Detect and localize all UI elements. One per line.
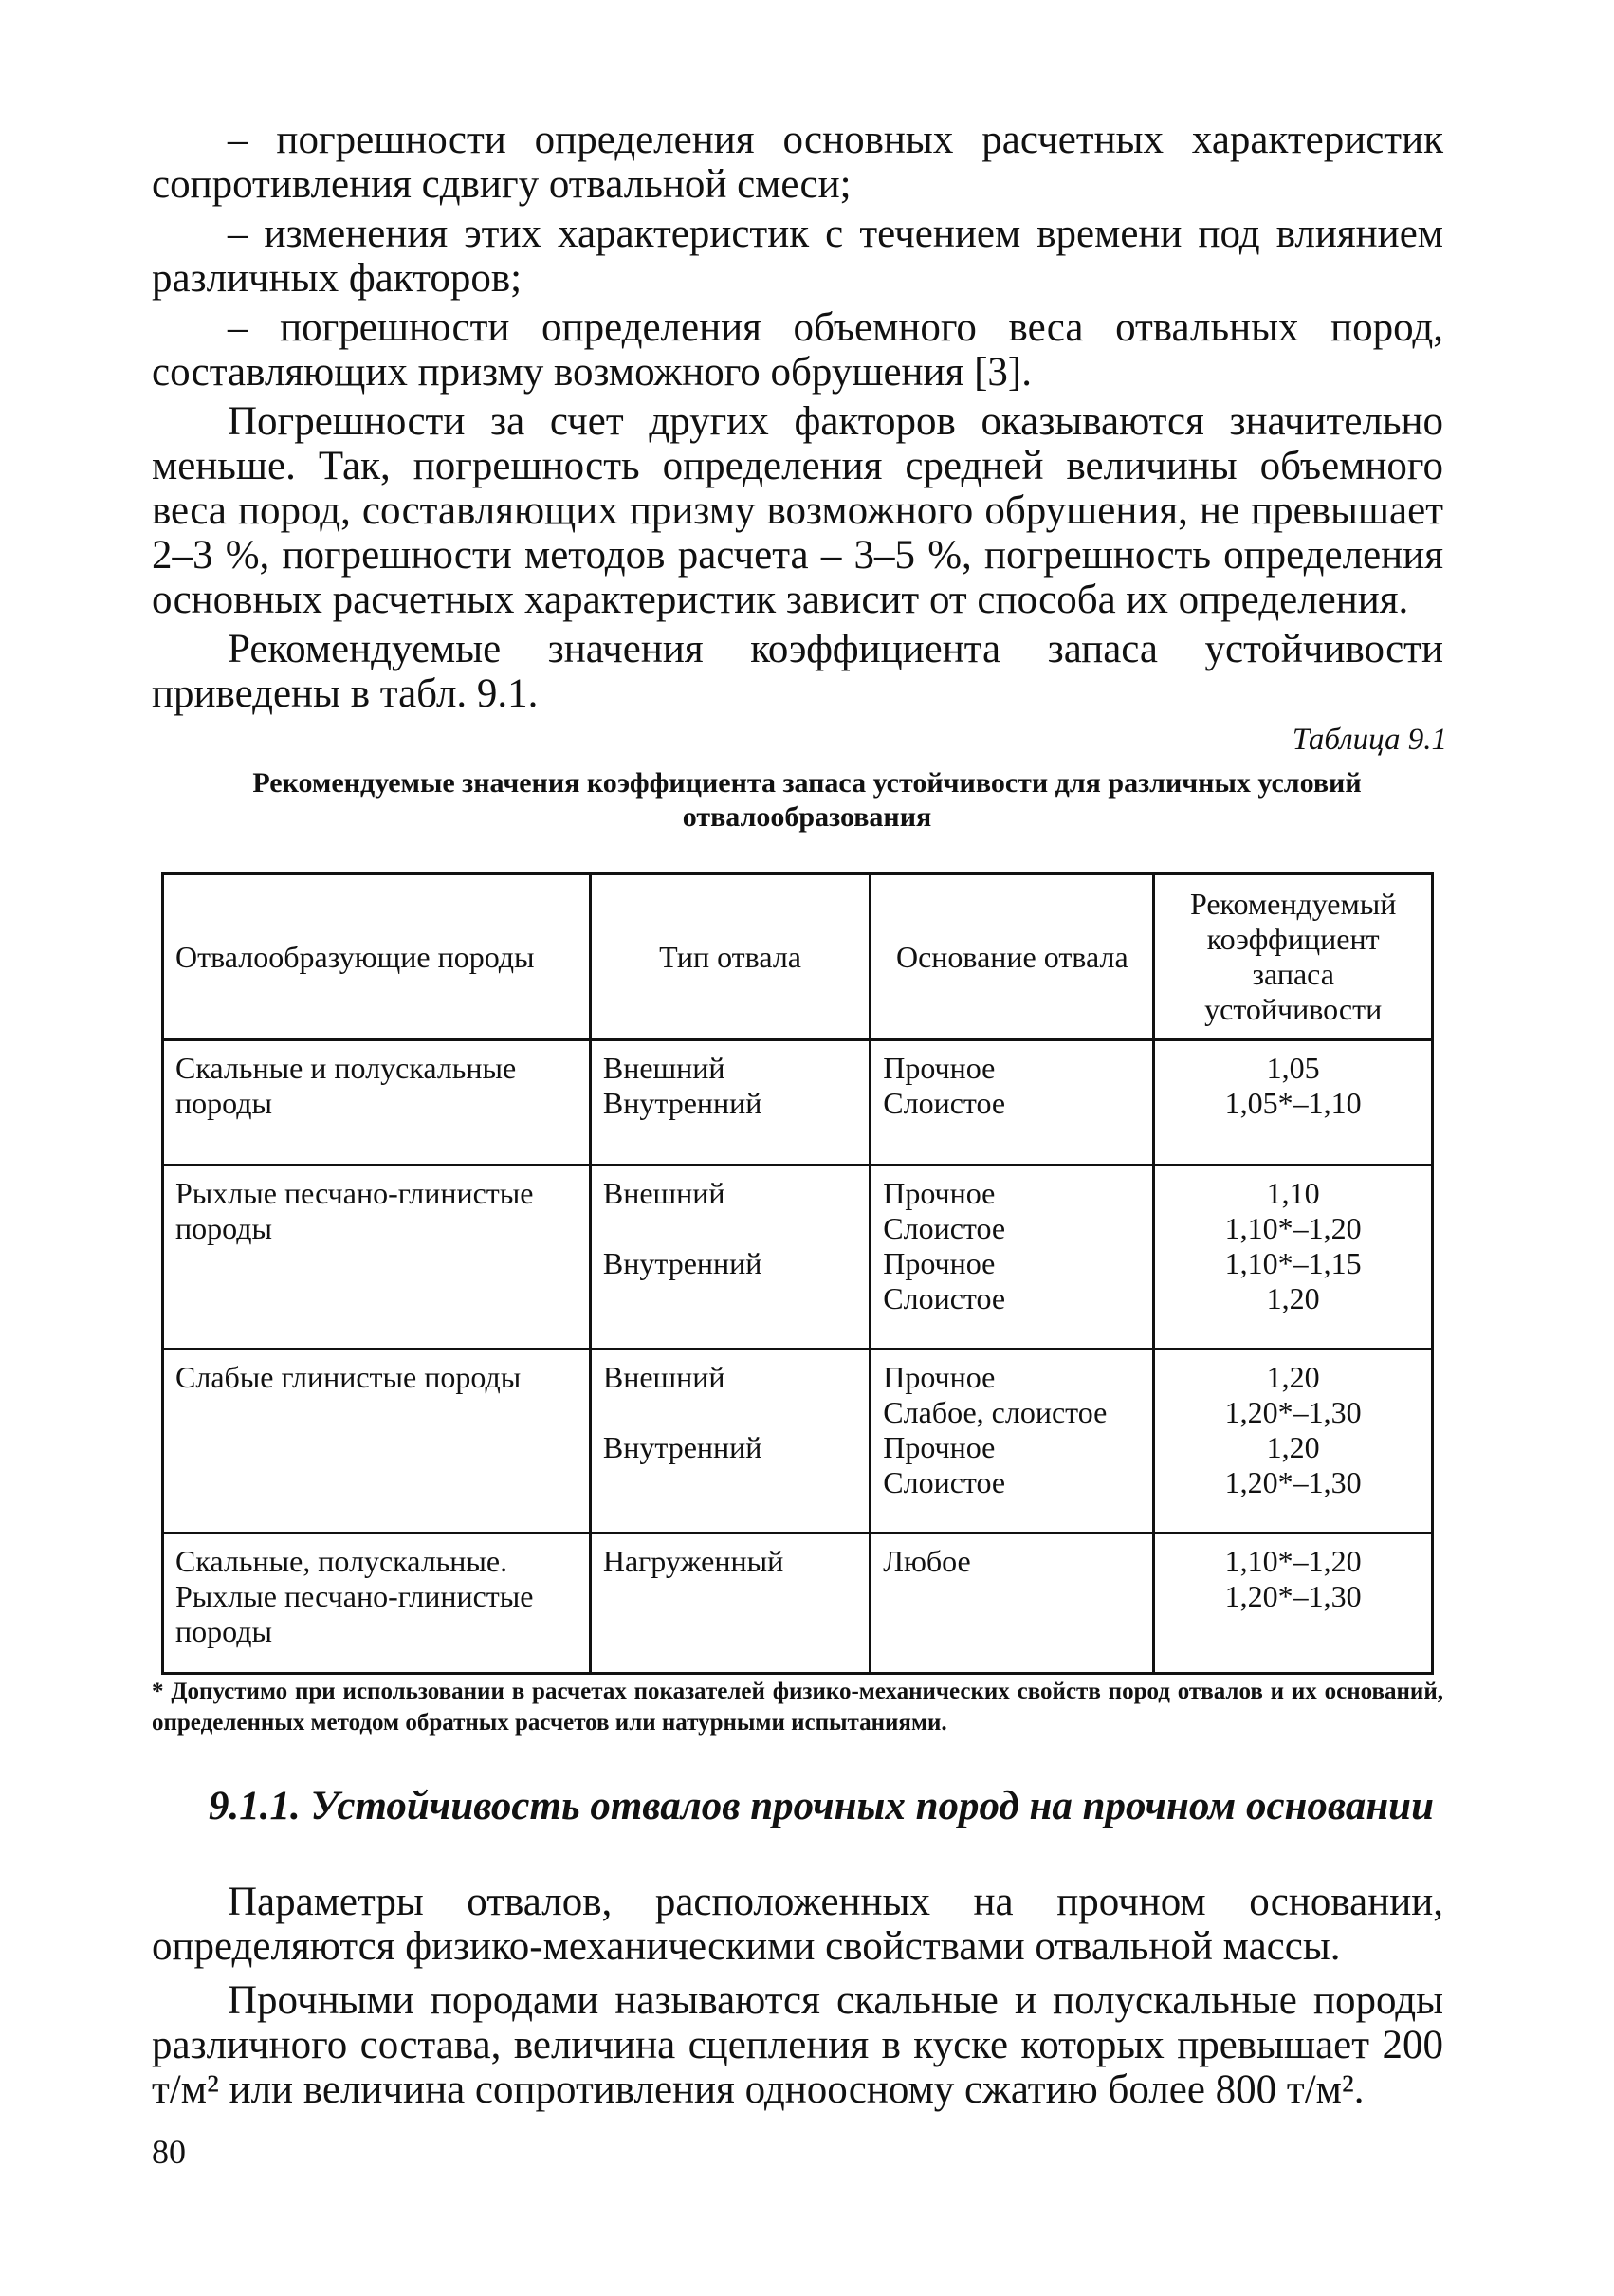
cell-line: Слоистое — [883, 1211, 1006, 1245]
table-row — [163, 1350, 1433, 1534]
paragraph: Рекомендуемые значения коэффициента запаса устойчивости приведены в табл. 9.1. — [152, 627, 1443, 716]
paragraph: Прочными породами называются скальные и полускальные породы различного состава, величина сцепления в куске которых превышает 200 т/м² или величина сопротивления одноосному сжатию более 800 т/м². — [152, 1978, 1443, 2112]
paragraph: – погрешности определения основных расчетных характеристик сопротивления сдвигу отвальной смеси; — [152, 118, 1443, 207]
cell-rock: Слабые глинистые породы — [163, 1350, 591, 1534]
table-row — [163, 1166, 1433, 1350]
paragraph: Параметры отвалов, расположенных на прочном основании, определяются физико-механическими свойствами отвальной массы. — [152, 1880, 1443, 1969]
cell-line: Внешний — [602, 1360, 725, 1394]
cell-line: 1,20*–1,30 — [1224, 1465, 1362, 1499]
cell-coefficient — [1154, 1350, 1433, 1534]
cell-line: Внешний — [602, 1176, 725, 1210]
cell-dump-type — [590, 1040, 870, 1166]
header-coefficient: Рекомендуемый коэффициент запаса устойчивости — [1154, 874, 1433, 1040]
cell-dump-type — [590, 1166, 870, 1350]
cell-line: 1,20 — [1266, 1430, 1320, 1464]
cell-line: Прочное — [883, 1176, 996, 1210]
cell-line: Внутренний — [602, 1246, 762, 1280]
cell-base — [871, 1350, 1154, 1534]
cell-line: 1,20 — [1266, 1360, 1320, 1394]
cell-line: 1,05*–1,10 — [1224, 1086, 1362, 1120]
header-dump-type: Тип отвала — [590, 874, 870, 1040]
cell-line: Слоистое — [883, 1281, 1006, 1315]
cell-dump-type — [590, 1534, 870, 1674]
cell-line: 1,05 — [1266, 1051, 1320, 1085]
cell-line: 1,10*–1,15 — [1224, 1246, 1362, 1280]
page-number: 80 — [152, 2133, 186, 2171]
table-footnote: * Допустимо при использовании в расчетах показателей физико-механических свойств пород отвалов и их оснований, определенных методом обратных расчетов или натурными испытаниями. — [152, 1679, 1443, 1736]
cell-line: 1,20*–1,30 — [1224, 1579, 1362, 1613]
cell-line: Прочное — [883, 1246, 996, 1280]
cell-line: Нагруженный — [602, 1544, 784, 1578]
paragraph: Погрешности за счет других факторов оказываются значительно меньше. Так, погрешность определения средней величины объемного веса пород, составляющих призму возможного обрушения, не превышает 2–3 %, погрешности методов расчета – 3–5 %, погрешность определения основных расчетных характеристик зависит от способа их определения. — [152, 399, 1443, 622]
table-label: Таблица 9.1 — [1292, 723, 1447, 757]
header-rock: Отвалообразующие породы — [163, 874, 591, 1040]
cell-coefficient — [1154, 1040, 1433, 1166]
paragraph: – погрешности определения объемного веса отвальных пород, составляющих призму возможного обрушения [3]. — [152, 305, 1443, 395]
cell-line: Внутренний — [602, 1430, 762, 1464]
cell-line: Прочное — [883, 1051, 996, 1085]
cell-dump-type — [590, 1350, 870, 1534]
blank-line — [603, 1211, 857, 1246]
cell-line: Слабое, слоистое — [883, 1395, 1108, 1429]
cell-base — [871, 1166, 1154, 1350]
table-body — [163, 1040, 1433, 1674]
cell-line: Прочное — [883, 1430, 996, 1464]
table-header-row — [163, 874, 1433, 1040]
intro-text — [152, 118, 1443, 716]
section-body-text — [152, 1880, 1443, 2112]
blank-line — [603, 1395, 857, 1430]
cell-coefficient — [1154, 1534, 1433, 1674]
cell-base — [871, 1040, 1154, 1166]
stability-coefficient-table — [161, 872, 1434, 1675]
cell-line: Внутренний — [602, 1086, 762, 1120]
header-base: Основание отвала — [871, 874, 1154, 1040]
cell-rock: Скальные и полускальные породы — [163, 1040, 591, 1166]
cell-line: Слоистое — [883, 1086, 1006, 1120]
table-title: Рекомендуемые значения коэффициента запаса устойчивости для различных условий отвалообразования — [252, 767, 1362, 833]
table-row — [163, 1040, 1433, 1166]
cell-line: Слоистое — [883, 1465, 1006, 1499]
cell-base — [871, 1534, 1154, 1674]
cell-rock: Скальные, полускальные. Рыхлые песчано-глинистые породы — [163, 1534, 591, 1674]
table-row — [163, 1534, 1433, 1674]
cell-coefficient — [1154, 1166, 1433, 1350]
cell-rock: Рыхлые песчано-глинистые породы — [163, 1166, 591, 1350]
cell-line: Внешний — [602, 1051, 725, 1085]
cell-line: 1,20 — [1266, 1281, 1320, 1315]
paragraph: – изменения этих характеристик с течением времени под влиянием различных факторов; — [152, 211, 1443, 301]
cell-line: Любое — [883, 1544, 971, 1578]
cell-line: 1,10 — [1266, 1176, 1320, 1210]
section-heading: 9.1.1. Устойчивость отвалов прочных пород на прочном основании — [209, 1784, 1435, 1828]
cell-line: 1,20*–1,30 — [1224, 1395, 1362, 1429]
cell-line: 1,10*–1,20 — [1224, 1211, 1362, 1245]
cell-line: Прочное — [883, 1360, 996, 1394]
cell-line: 1,10*–1,20 — [1224, 1544, 1362, 1578]
